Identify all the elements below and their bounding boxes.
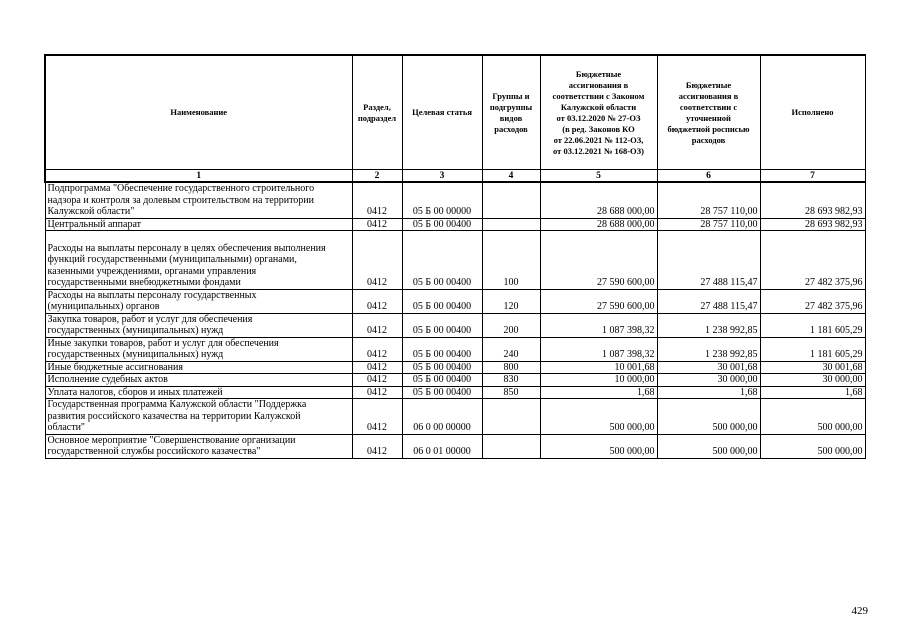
row-allocation-refined: 1 238 992,85 [657, 313, 760, 337]
row-group: 850 [482, 386, 540, 399]
row-group: 200 [482, 313, 540, 337]
budget-table [44, 54, 866, 459]
row-allocation-law: 28 688 000,00 [540, 218, 657, 231]
row-target: 05 Б 00 00400 [402, 361, 482, 374]
row-allocation-law: 10 000,00 [540, 374, 657, 387]
row-group: 100 [482, 231, 540, 290]
row-target: 05 Б 00 00000 [402, 182, 482, 218]
table-row [45, 182, 865, 218]
row-group: 240 [482, 337, 540, 361]
row-allocation-law: 500 000,00 [540, 399, 657, 435]
row-target: 05 Б 00 00400 [402, 218, 482, 231]
row-section: 0412 [352, 374, 402, 387]
row-allocation-law: 27 590 600,00 [540, 289, 657, 313]
row-section: 0412 [352, 361, 402, 374]
header-section: Раздел, подраздел [352, 55, 402, 170]
row-section: 0412 [352, 182, 402, 218]
row-target: 05 Б 00 00400 [402, 313, 482, 337]
header-target: Целевая статья [402, 55, 482, 170]
row-allocation-refined: 27 488 115,47 [657, 231, 760, 290]
row-executed: 1,68 [760, 386, 865, 399]
row-target: 05 Б 00 00400 [402, 386, 482, 399]
row-name: Закупка товаров, работ и услуг для обеспечения государственных (муниципальных) нужд [45, 313, 352, 337]
row-target: 06 0 00 00000 [402, 399, 482, 435]
table-row [45, 337, 865, 361]
row-target: 06 0 01 00000 [402, 434, 482, 458]
row-executed: 27 482 375,96 [760, 289, 865, 313]
row-allocation-law: 1 087 398,32 [540, 313, 657, 337]
row-group [482, 434, 540, 458]
column-number: 7 [760, 170, 865, 183]
column-number-row [45, 170, 865, 183]
row-allocation-refined: 1 238 992,85 [657, 337, 760, 361]
row-name: Уплата налогов, сборов и иных платежей [45, 386, 352, 399]
row-executed: 1 181 605,29 [760, 313, 865, 337]
row-executed: 500 000,00 [760, 399, 865, 435]
row-allocation-refined: 1,68 [657, 386, 760, 399]
row-allocation-law: 10 001,68 [540, 361, 657, 374]
row-group: 830 [482, 374, 540, 387]
row-name: Расходы на выплаты персоналу государственных (муниципальных) органов [45, 289, 352, 313]
row-executed: 28 693 982,93 [760, 182, 865, 218]
row-allocation-law: 27 590 600,00 [540, 231, 657, 290]
column-number: 4 [482, 170, 540, 183]
row-allocation-law: 1,68 [540, 386, 657, 399]
row-group [482, 182, 540, 218]
table-row [45, 361, 865, 374]
column-number: 5 [540, 170, 657, 183]
row-section: 0412 [352, 386, 402, 399]
row-allocation-law: 28 688 000,00 [540, 182, 657, 218]
row-group [482, 399, 540, 435]
row-allocation-refined: 27 488 115,47 [657, 289, 760, 313]
row-executed: 500 000,00 [760, 434, 865, 458]
row-section: 0412 [352, 434, 402, 458]
row-allocation-law: 1 087 398,32 [540, 337, 657, 361]
row-section: 0412 [352, 218, 402, 231]
header-allocations-law: Бюджетные ассигнования в соответствии с Законом Калужской области от 03.12.2020 № 27-ОЗ (в ред. Законов КО от 22.06.2021 № 112-ОЗ, от 03.12.2021 № 168-ОЗ) [540, 55, 657, 170]
column-number: 6 [657, 170, 760, 183]
row-allocation-refined: 28 757 110,00 [657, 218, 760, 231]
row-name: Иные бюджетные ассигнования [45, 361, 352, 374]
row-name: Иные закупки товаров, работ и услуг для обеспечения государственных (муниципальных) нужд [45, 337, 352, 361]
header-name: Наименование [45, 55, 352, 170]
row-section: 0412 [352, 231, 402, 290]
row-name: Центральный аппарат [45, 218, 352, 231]
table-row [45, 289, 865, 313]
row-allocation-refined: 500 000,00 [657, 399, 760, 435]
header-row [45, 55, 865, 170]
table-row [45, 399, 865, 435]
row-group [482, 218, 540, 231]
row-name: Расходы на выплаты персоналу в целях обеспечения выполнения функций государственными (муниципальными) органами, казенными учреждениями, органами управления государственными внебюджетными фондами [45, 231, 352, 290]
row-allocation-law: 500 000,00 [540, 434, 657, 458]
row-executed: 28 693 982,93 [760, 218, 865, 231]
row-group: 120 [482, 289, 540, 313]
table-row [45, 218, 865, 231]
table-row [45, 313, 865, 337]
row-target: 05 Б 00 00400 [402, 337, 482, 361]
row-group: 800 [482, 361, 540, 374]
row-target: 05 Б 00 00400 [402, 231, 482, 290]
row-executed: 30 000,00 [760, 374, 865, 387]
row-allocation-refined: 28 757 110,00 [657, 182, 760, 218]
header-groups: Группы и подгруппы видов расходов [482, 55, 540, 170]
row-executed: 1 181 605,29 [760, 337, 865, 361]
column-number: 2 [352, 170, 402, 183]
row-allocation-refined: 30 000,00 [657, 374, 760, 387]
row-name: Исполнение судебных актов [45, 374, 352, 387]
row-target: 05 Б 00 00400 [402, 289, 482, 313]
row-target: 05 Б 00 00400 [402, 374, 482, 387]
table-row [45, 386, 865, 399]
row-section: 0412 [352, 399, 402, 435]
row-section: 0412 [352, 289, 402, 313]
row-name: Основное мероприятие "Совершенствование организации государственной службы российского казачества" [45, 434, 352, 458]
table-row [45, 231, 865, 290]
row-allocation-refined: 500 000,00 [657, 434, 760, 458]
header-allocations-refined: Бюджетные ассигнования в соответствии с уточненной бюджетной росписью расходов [657, 55, 760, 170]
table-body [45, 182, 865, 458]
row-name: Государственная программа Калужской области "Поддержка развития российского казачества на территории Калужской области" [45, 399, 352, 435]
row-section: 0412 [352, 313, 402, 337]
row-executed: 30 001,68 [760, 361, 865, 374]
header-executed: Исполнено [760, 55, 865, 170]
page-number: 429 [851, 605, 868, 617]
row-allocation-refined: 30 001,68 [657, 361, 760, 374]
row-name: Подпрограмма "Обеспечение государственного строительного надзора и контроля за долевым строительством на территории Калужской области" [45, 182, 352, 218]
row-executed: 27 482 375,96 [760, 231, 865, 290]
table-row [45, 374, 865, 387]
column-number: 1 [45, 170, 352, 183]
column-number: 3 [402, 170, 482, 183]
row-section: 0412 [352, 337, 402, 361]
table-row [45, 434, 865, 458]
